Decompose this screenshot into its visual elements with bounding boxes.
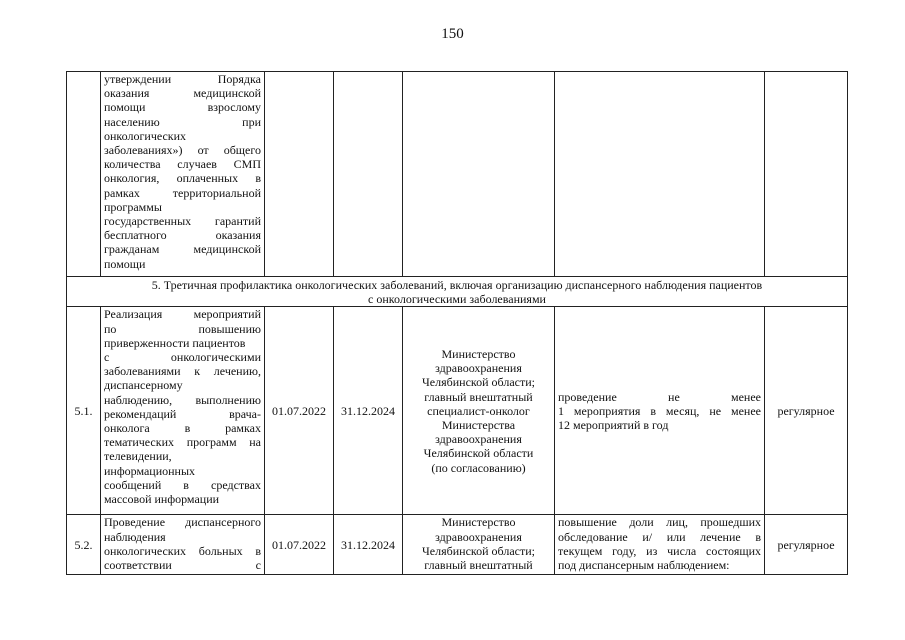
text-line: телевидении, [104, 449, 172, 464]
cell-responsible [403, 72, 555, 277]
text-line: Министерства [441, 418, 516, 432]
cell-num [67, 72, 101, 277]
text-line: проведение не менее [558, 389, 761, 404]
cell-num: 5.2. [67, 515, 101, 575]
cell-responsible [403, 515, 555, 575]
cell-start-date: 01.07.2022 [265, 307, 334, 515]
text-line: наблюдению, выполнению [104, 392, 261, 407]
text-line: здравоохранения [435, 529, 522, 544]
text-line: обследование и/ или лечение в [558, 529, 761, 544]
cell-start [265, 72, 334, 277]
text-line: помощи [104, 256, 146, 271]
text-line: государственных гарантий [104, 214, 261, 229]
text-line: повышение доли лиц, прошедших [558, 515, 761, 530]
table-row [67, 307, 848, 515]
text-line: здравоохранения [435, 432, 522, 447]
text-line: оказания медицинской [104, 86, 261, 101]
text-line: Реализация мероприятий [104, 307, 261, 322]
cell-indicator [555, 515, 765, 575]
text-line: Челябинской области; [422, 543, 535, 558]
text-line: с онкологическими [104, 350, 261, 365]
text-line: 1 мероприятия в месяц, не менее [558, 403, 761, 418]
text-line: онкологических больных в [104, 543, 261, 558]
text-line: количества случаев СМП [104, 157, 261, 172]
text-line: бесплатного оказания [104, 228, 261, 243]
cell-end-date: 31.12.2024 [334, 307, 403, 515]
text-line: соответствии с [104, 558, 261, 573]
text-line: заболеваниями к лечению, [104, 364, 261, 379]
text-line: по повышению [104, 321, 261, 336]
text-line: (по согласованию) [431, 460, 526, 475]
cell-end [334, 72, 403, 277]
text-line: сообщений в средствах [104, 477, 261, 492]
page-number: 150 [441, 26, 464, 42]
document-table [66, 71, 848, 575]
cell-periodicity: регулярное [765, 307, 848, 515]
text-line: онколога в рамках [104, 421, 261, 436]
text-line: утверждении Порядка [104, 72, 261, 86]
section-title [67, 277, 848, 307]
text-line: наблюдения [104, 529, 166, 544]
cell-indicator [555, 72, 765, 277]
text-line: Министерство [441, 346, 516, 361]
text-line: онкология, оплаченных в [104, 171, 261, 186]
text-line: программы [104, 199, 162, 214]
text-line: населению при [104, 114, 261, 129]
text-line: информационных [104, 463, 196, 478]
text-line: рамках территориальной [104, 185, 261, 200]
cell-num: 5.1. [67, 307, 101, 515]
cell-periodicity [765, 72, 848, 277]
text-line: главный внештатный [424, 558, 533, 573]
cell-indicator [555, 307, 765, 515]
cell-end-date: 31.12.2024 [334, 515, 403, 575]
text-line: специалист-онколог [427, 403, 530, 418]
cell-periodicity: регулярное [765, 515, 848, 575]
text-line: приверженности пациентов [104, 335, 246, 350]
text-line: Челябинской области [423, 446, 534, 461]
cell-name [101, 72, 265, 277]
section-title-line: 5. Третичная профилактика онкологических заболеваний, включая организацию диспансерного наблюдения пациентов [151, 278, 763, 292]
text-line: под диспансерным наблюдением: [558, 558, 730, 573]
cell-start-date: 01.07.2022 [265, 515, 334, 575]
text-line: Челябинской области; [422, 375, 535, 390]
section-header-row [67, 277, 848, 307]
cell-name [101, 307, 265, 515]
text-line: массовой информации [104, 492, 220, 507]
section-title-line: с онкологическими заболеваниями [368, 292, 546, 307]
text-line: здравоохранения [435, 361, 522, 376]
cell-name [101, 515, 265, 575]
text-line: диспансерному [104, 378, 183, 393]
text-line: 12 мероприятий в год [558, 418, 669, 432]
table-row [67, 515, 848, 575]
cell-responsible [403, 307, 555, 515]
text-line: тематических программ на [104, 435, 261, 450]
table-row-continuation [67, 72, 848, 277]
text-line: Министерство [441, 515, 516, 530]
text-line: помощи взрослому [104, 100, 261, 115]
text-line: заболеваниях») от общего [104, 143, 261, 158]
text-line: онкологических [104, 128, 187, 143]
text-line: рекомендаций врача- [104, 406, 261, 421]
text-line: гражданам медицинской [104, 242, 261, 257]
text-line: Проведение диспансерного [104, 515, 261, 530]
text-line: текущем году, из числа состоящих [558, 543, 761, 558]
text-line: главный внештатный [424, 389, 533, 404]
